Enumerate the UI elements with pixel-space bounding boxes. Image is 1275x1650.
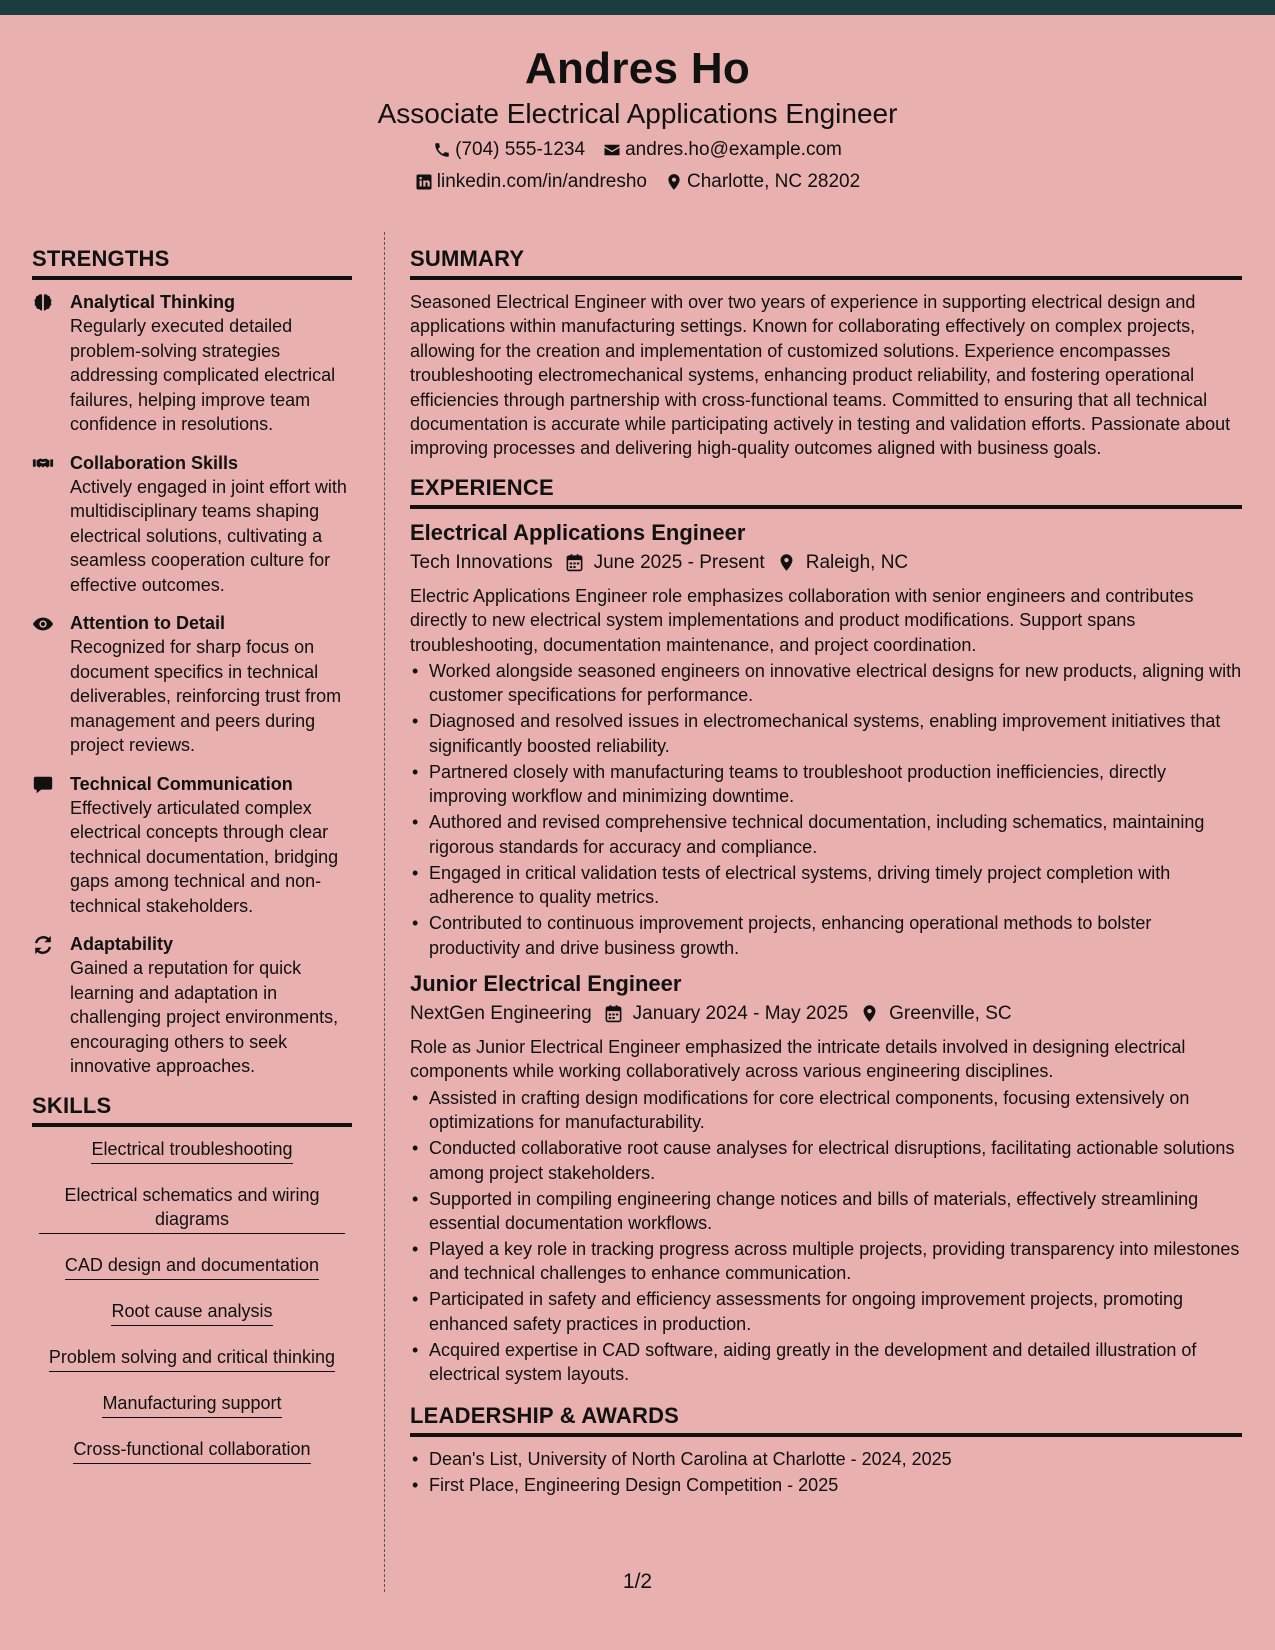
job-bullets <box>410 1086 1242 1387</box>
contact-row-2 <box>0 169 1275 195</box>
experience-heading: EXPERIENCE <box>410 475 1242 509</box>
list-item: • Dean's List, University of North Carolina at Charlotte - 2024, 2025 <box>410 1447 1242 1471</box>
skill-item: Problem solving and critical thinking <box>32 1345 352 1372</box>
skill-item: Manufacturing support <box>32 1391 352 1418</box>
awards-heading: LEADERSHIP & AWARDS <box>410 1403 1242 1437</box>
list-item: • Partnered closely with manufacturing teams to troubleshoot production inefficiencies, directly improving workflow and minimizing downtime. <box>410 760 1242 809</box>
phone-contact <box>433 137 585 163</box>
strength-item <box>32 290 352 437</box>
strength-item <box>32 932 352 1079</box>
right-column <box>410 246 1242 1499</box>
job-company: Tech Innovations <box>410 551 553 573</box>
envelope-icon <box>603 141 621 159</box>
job-description: Role as Junior Electrical Engineer emphasized the intricate details involved in designing electrical components while working collaboratively across various engineering disciplines. <box>410 1036 1186 1082</box>
summary-text: Seasoned Electrical Engineer with over two years of experience in supporting electrical design and applications within manufacturing settings. Known for collaborating effectively on complex projects, allowing for the creation and implementation of customized solutions. Experience encompasses troubleshooting electromechanical systems, enhancing product reliability, and fostering operational efficiencies through partnership with cross-functional teams. Committed to ensuring that all technical documentation is accurate while participating actively in testing and validation efforts. Passionate about improving processes and delivering high-quality outcomes aligned with business goals. <box>410 292 1231 459</box>
location-text: Charlotte, NC 28202 <box>686 171 861 192</box>
top-bar <box>0 0 1275 15</box>
list-item: • Assisted in crafting design modifications for core electrical components, focusing extensively on optimizations for manufacturability. <box>410 1086 1242 1135</box>
strength-title: Adaptability <box>70 934 174 954</box>
strength-item <box>32 611 352 758</box>
job-dates: January 2024 - May 2025 <box>632 1002 849 1024</box>
job-bullets <box>410 659 1242 960</box>
list-item: • Diagnosed and resolved issues in electromechanical systems, enabling improvement initiatives that significantly boosted reliability. <box>410 709 1242 758</box>
list-item: • Played a key role in tracking progress across multiple projects, providing transparency into milestones and technical challenges to enhance communication. <box>410 1237 1242 1286</box>
strength-desc: Actively engaged in joint effort with multidisciplinary teams shaping electrical solutions, cultivating a seamless cooperation culture for effective outcomes. <box>70 476 347 595</box>
email-contact[interactable] <box>603 137 842 163</box>
list-item: • Worked alongside seasoned engineers on innovative electrical designs for new products, aligning with customer specifications for performance. <box>410 659 1242 708</box>
map-marker-icon <box>665 173 683 191</box>
skill-item: CAD design and documentation <box>32 1253 352 1280</box>
job-meta <box>410 550 1242 576</box>
job-title: Electrical Applications Engineer <box>410 519 746 545</box>
page-number: 1/2 <box>622 1570 653 1593</box>
job-title: Junior Electrical Engineer <box>410 970 682 996</box>
job-meta <box>410 1001 1242 1027</box>
contact-row-1 <box>0 137 1275 163</box>
strength-desc: Gained a reputation for quick learning and adaptation in challenging project environments, encouraging others to seek innovative approaches. <box>70 958 339 1076</box>
list-item: • Authored and revised comprehensive technical documentation, including schematics, maintaining rigorous standards for accuracy and compliance. <box>410 810 1242 859</box>
strength-desc: Recognized for sharp focus on document specifics in technical deliverables, reinforcing trust from management and peers during project reviews. <box>70 637 342 755</box>
skills-heading: SKILLS <box>32 1093 352 1127</box>
map-marker-icon <box>860 1004 879 1023</box>
strength-item <box>32 772 352 919</box>
summary-heading: SUMMARY <box>410 246 1242 280</box>
phone-icon <box>433 141 451 159</box>
skills-list <box>32 1137 352 1464</box>
strength-title: Technical Communication <box>70 773 293 794</box>
strength-item <box>32 451 352 598</box>
job-description: Electric Applications Engineer role emphasizes collaboration with senior engineers and contributes directly to new electrical system implementations and product modifications. Support spans troubleshooting, documentation maintenance, and project coordination. <box>410 585 1194 655</box>
linkedin-text[interactable]: linkedin.com/in/andresho <box>436 171 647 192</box>
awards-list <box>410 1447 1242 1497</box>
job-company: NextGen Engineering <box>410 1002 592 1024</box>
job-location: Raleigh, NC <box>805 551 909 573</box>
strength-desc: Effectively articulated complex electrical concepts through clear technical documentation, bridging gaps among technical and non-technical stakeholders. <box>70 797 339 916</box>
strengths-heading: STRENGTHS <box>32 246 352 280</box>
linkedin-contact[interactable] <box>415 169 647 195</box>
skill-item: Root cause analysis <box>32 1299 352 1326</box>
linkedin-icon <box>415 173 433 191</box>
skill-item: Cross-functional collaboration <box>32 1437 352 1464</box>
column-divider <box>384 232 385 1592</box>
location-contact <box>665 169 860 195</box>
resume-header <box>0 15 1275 205</box>
candidate-name: Andres Ho <box>524 44 751 93</box>
strength-desc: Regularly executed detailed problem-solving strategies addressing complicated electrical failures, helping improve team confidence in resolutions. <box>70 316 336 434</box>
job-dates: June 2025 - Present <box>593 551 765 573</box>
phone-text: (704) 555-1234 <box>455 139 586 160</box>
job-entry <box>410 519 1242 960</box>
list-item: • Participated in safety and efficiency assessments for ongoing improvement projects, promoting enhanced safety practices in production. <box>410 1287 1242 1336</box>
list-item: • Supported in compiling engineering change notices and bills of materials, effectively streamlining essential documentation workflows. <box>410 1187 1242 1236</box>
skill-item: Electrical schematics and wiring diagrams <box>32 1183 352 1234</box>
calendar-icon <box>565 553 584 572</box>
candidate-role: Associate Electrical Applications Engineer <box>377 98 898 129</box>
email-text[interactable]: andres.ho@example.com <box>625 139 842 160</box>
skill-item: Electrical troubleshooting <box>32 1137 352 1164</box>
left-column <box>32 246 352 1483</box>
map-marker-icon <box>777 553 796 572</box>
handshake-icon <box>32 453 54 475</box>
job-location: Greenville, SC <box>889 1002 1012 1024</box>
list-item: • Conducted collaborative root cause analyses for electrical disruptions, facilitating actionable solutions among project stakeholders. <box>410 1136 1242 1185</box>
job-entry <box>410 970 1242 1387</box>
sync-icon <box>32 934 54 956</box>
strength-title: Analytical Thinking <box>70 292 236 312</box>
comment-icon <box>32 774 54 796</box>
list-item: • Engaged in critical validation tests of electrical systems, driving timely project completion with adherence to quality metrics. <box>410 861 1242 910</box>
list-item: • Contributed to continuous improvement projects, enhancing operational methods to bolster productivity and drive business growth. <box>410 911 1242 960</box>
list-item: • Acquired expertise in CAD software, aiding greatly in the development and detailed illustration of electrical system layouts. <box>410 1338 1242 1387</box>
brain-icon <box>32 292 54 314</box>
strength-title: Collaboration Skills <box>70 452 239 473</box>
calendar-icon <box>604 1004 623 1023</box>
eye-icon <box>32 613 54 635</box>
list-item: • First Place, Engineering Design Competition - 2025 <box>410 1473 1242 1497</box>
strength-title: Attention to Detail <box>70 613 225 633</box>
